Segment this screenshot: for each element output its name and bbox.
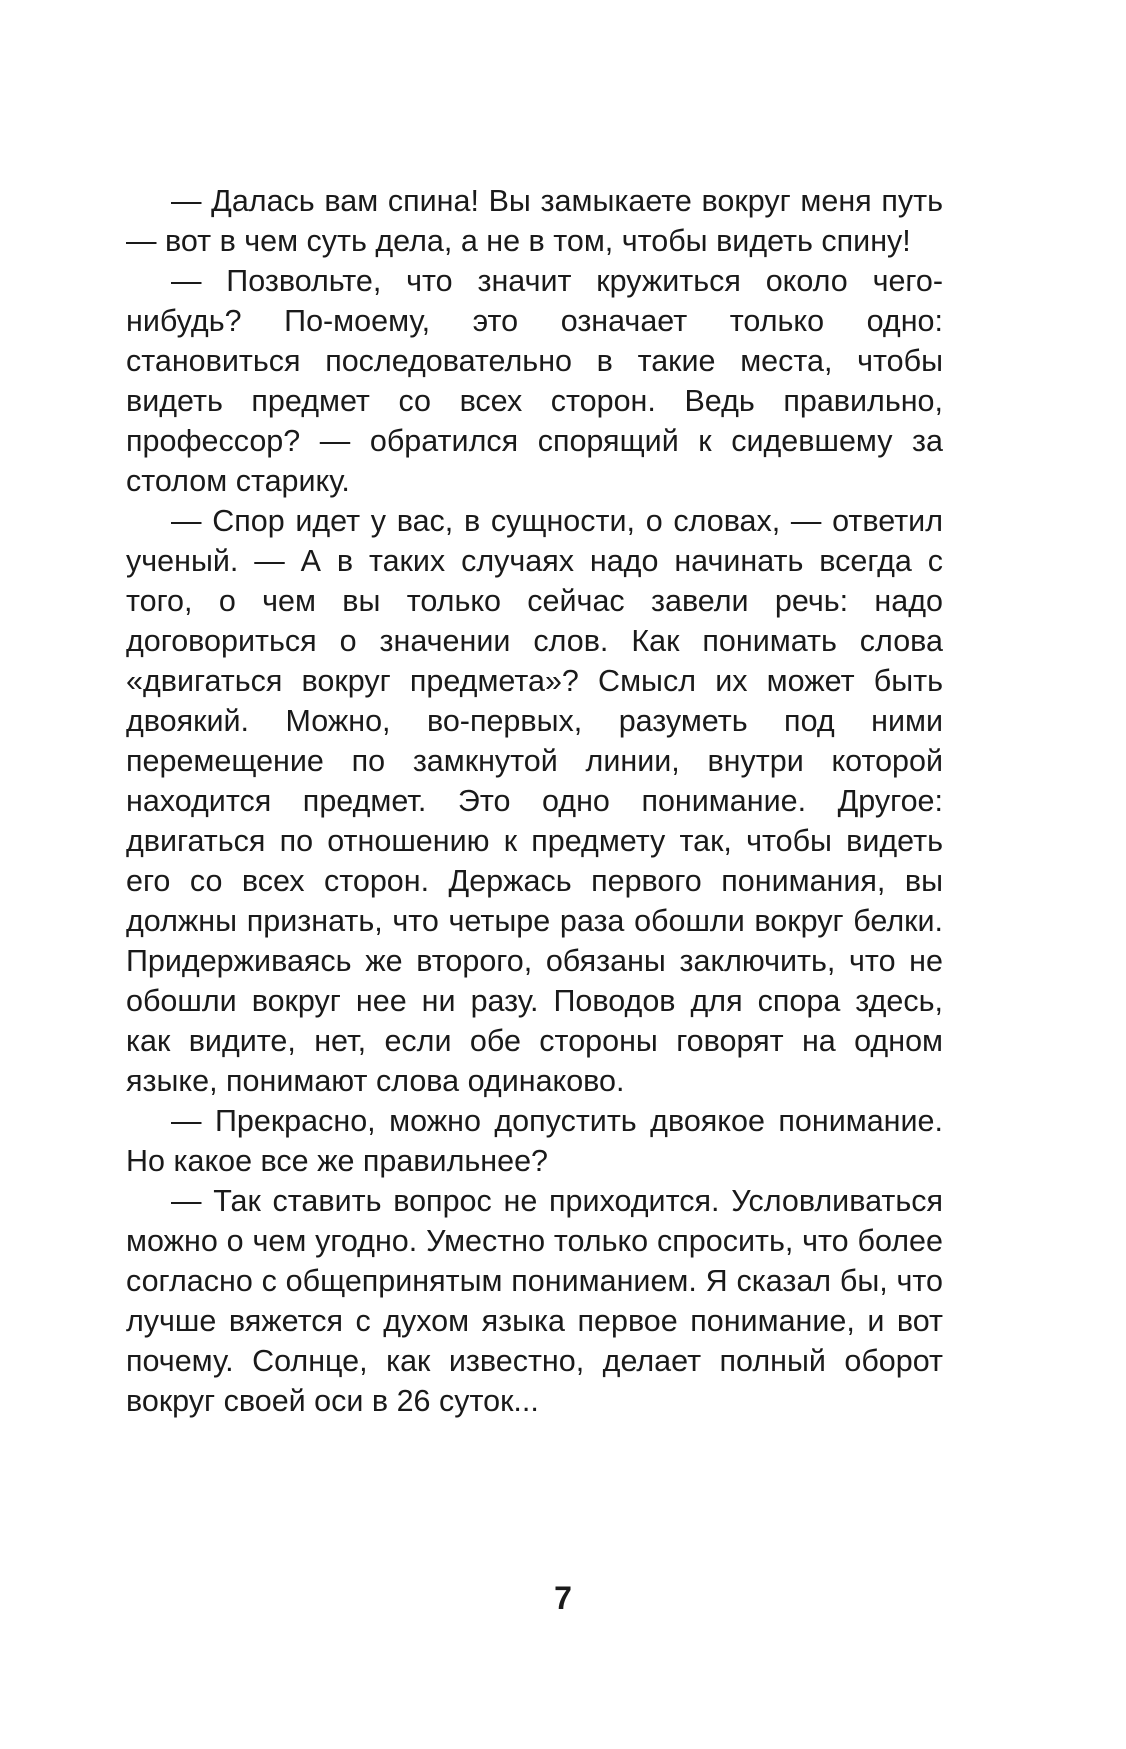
paragraph: — Позвольте, что значит кружиться около чего-нибудь? По-моему, это означает только одно: становиться последовательно в такие места, чтобы видеть предмет со всех сторон. Ведь правильно, профессор? — обратился спорящий к сидевшему за столом старику. bbox=[126, 264, 943, 498]
body-text bbox=[126, 181, 943, 1421]
paragraph: — Далась вам спина! Вы замыкаете вокруг меня путь — вот в чем суть дела, а не в том, чтобы видеть спину! bbox=[126, 184, 943, 258]
paragraph: — Так ставить вопрос не приходится. Условливаться можно о чем угодно. Уместно только спросить, что более согласно с общепринятым пониманием. Я сказал бы, что лучше вяжется с духом языка первое понимание, и вот почему. Солнце, как известно, делает полный оборот вокруг своей оси в 26 суток... bbox=[126, 1184, 943, 1418]
paragraph: — Прекрасно, можно допустить двоякое понимание. Но какое все же правильнее? bbox=[126, 1104, 943, 1178]
page-number: 7 bbox=[554, 1580, 572, 1616]
paragraph: — Спор идет у вас, в сущности, о словах, — ответил ученый. — А в таких случаях надо начинать всегда с того, о чем вы только сейчас завели речь: надо договориться о значении слов. Как понимать слова «двигаться вокруг предмета»? Смысл их может быть двоякий. Можно, во-первых, разуметь под ними перемещение по замкнутой линии, внутри которой находится предмет. Это одно понимание. Другое: двигаться по отношению к предмету так, чтобы видеть его со всех сторон. Держась первого понимания, вы должны признать, что четыре раза обошли вокруг белки. Придерживаясь же второго, обязаны заключить, что не обошли вокруг нее ни разу. Поводов для спора здесь, как видите, нет, если обе стороны говорят на одном языке, понимают слова одинаково. bbox=[126, 504, 943, 1098]
